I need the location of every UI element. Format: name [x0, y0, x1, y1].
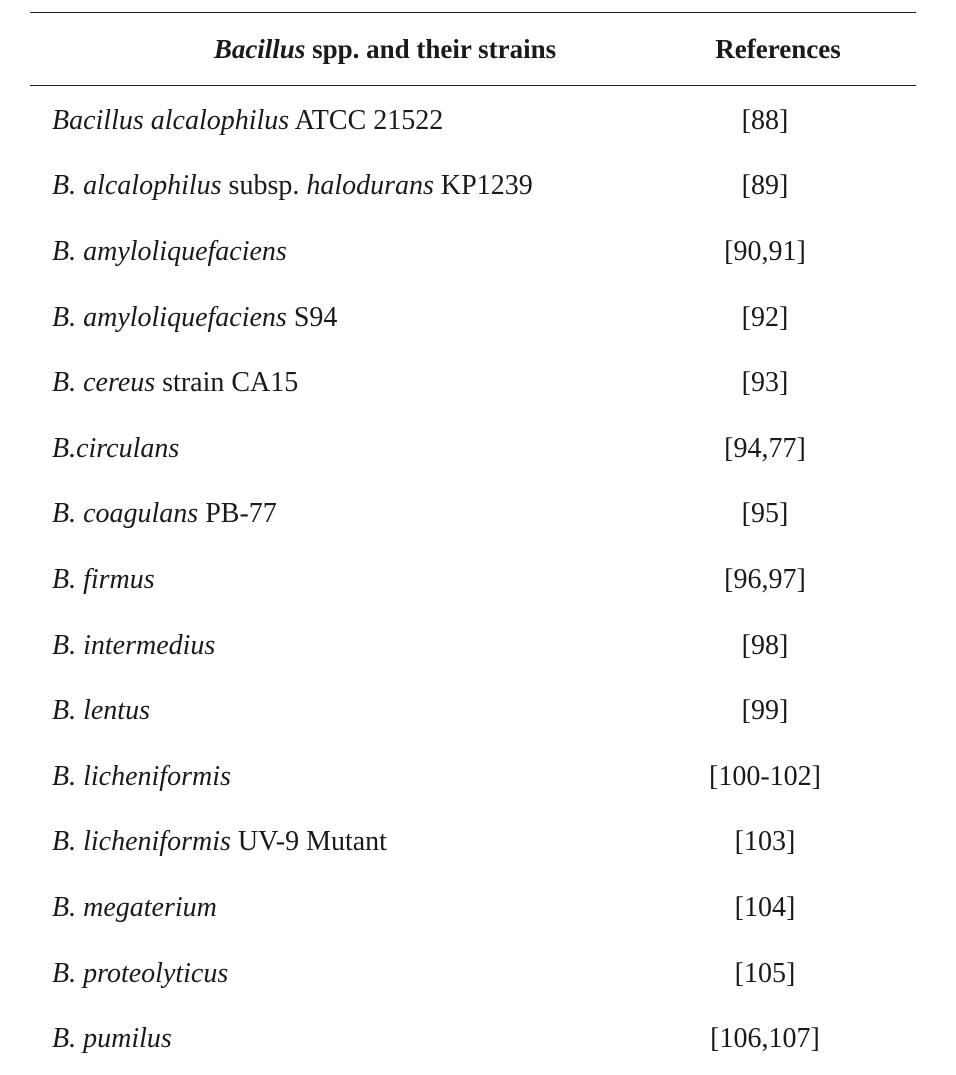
- species-cell: [30, 498, 660, 530]
- species-tail: KP1239: [433, 170, 533, 202]
- species-italic: B. pumilus: [52, 1023, 172, 1055]
- table-row: [30, 416, 916, 482]
- reference-cell: [98]: [741, 629, 789, 661]
- species-italic: B. licheniformis: [52, 760, 231, 792]
- species-cell: [30, 1023, 660, 1055]
- reference-cell: [105]: [734, 957, 796, 989]
- table-row: [30, 875, 916, 941]
- table-row: [30, 678, 916, 744]
- table-row: [30, 547, 916, 613]
- species-cell: [30, 433, 660, 465]
- reference-cell: [96,97]: [724, 563, 806, 595]
- reference-cell: [88]: [741, 104, 789, 136]
- species-text: PB-77: [198, 498, 277, 530]
- table-row: [30, 154, 916, 220]
- species-italic: B. licheniformis: [52, 826, 231, 858]
- species-cell: [30, 695, 660, 727]
- species-cell: [30, 302, 660, 334]
- reference-cell: [94,77]: [724, 432, 806, 464]
- table-row: [30, 219, 916, 285]
- species-cell: [30, 367, 660, 399]
- table-row: [30, 941, 916, 1007]
- species-italic: B. lentus: [52, 695, 150, 727]
- species-italic: B. megaterium: [52, 891, 217, 923]
- species-text: S94: [286, 301, 338, 333]
- header-species-genus: Bacillus: [213, 33, 306, 64]
- reference-cell: [93]: [741, 367, 789, 399]
- species-cell: [30, 564, 660, 596]
- reference-cell: [92]: [741, 301, 789, 333]
- reference-cell: [89]: [741, 170, 789, 202]
- species-italic: B. cereus: [52, 367, 156, 399]
- reference-cell: [106,107]: [710, 1023, 820, 1055]
- species-italic: B.circulans: [52, 432, 180, 464]
- species-cell: [30, 958, 660, 990]
- species-cell: [30, 892, 660, 924]
- table-row: [30, 1006, 916, 1072]
- species-cell: [30, 826, 660, 858]
- reference-cell: [99]: [741, 695, 789, 727]
- reference-cell: [103]: [734, 826, 796, 858]
- species-italic: B. amyloliquefaciens: [52, 301, 287, 333]
- species-italic: Bacillus alcalophilus: [52, 104, 290, 136]
- species-table: [30, 12, 916, 1072]
- species-italic-2: halodurans: [306, 170, 434, 202]
- table-body: [30, 86, 916, 1072]
- species-cell: [30, 630, 660, 662]
- header-species: [30, 34, 660, 65]
- species-italic: B. firmus: [52, 563, 155, 595]
- reference-cell: [90,91]: [724, 235, 806, 267]
- table-row: [30, 613, 916, 679]
- table-header: [30, 13, 916, 85]
- reference-cell: [104]: [734, 891, 796, 923]
- reference-cell: [100-102]: [709, 760, 821, 792]
- table-row: [30, 88, 916, 154]
- table-row: [30, 810, 916, 876]
- species-italic: B. proteolyticus: [52, 957, 229, 989]
- species-text: subsp.: [221, 170, 307, 202]
- table-row: [30, 482, 916, 548]
- table-row: [30, 285, 916, 351]
- table-row: [30, 350, 916, 416]
- species-cell: [30, 761, 660, 793]
- species-text: strain CA15: [155, 367, 299, 399]
- species-italic: B. intermedius: [52, 629, 216, 661]
- species-cell: [30, 170, 660, 202]
- species-text: UV-9 Mutant: [230, 826, 387, 858]
- species-cell: [30, 236, 660, 268]
- species-italic: B. amyloliquefaciens: [52, 235, 287, 267]
- header-species-rest: spp. and their strains: [305, 33, 557, 64]
- species-italic: B. alcalophilus: [52, 170, 222, 202]
- header-references: References: [715, 33, 841, 64]
- species-cell: [30, 105, 660, 137]
- species-text: ATCC 21522: [289, 104, 444, 136]
- table-row: [30, 744, 916, 810]
- reference-cell: [95]: [741, 498, 789, 530]
- species-italic: B. coagulans: [52, 498, 199, 530]
